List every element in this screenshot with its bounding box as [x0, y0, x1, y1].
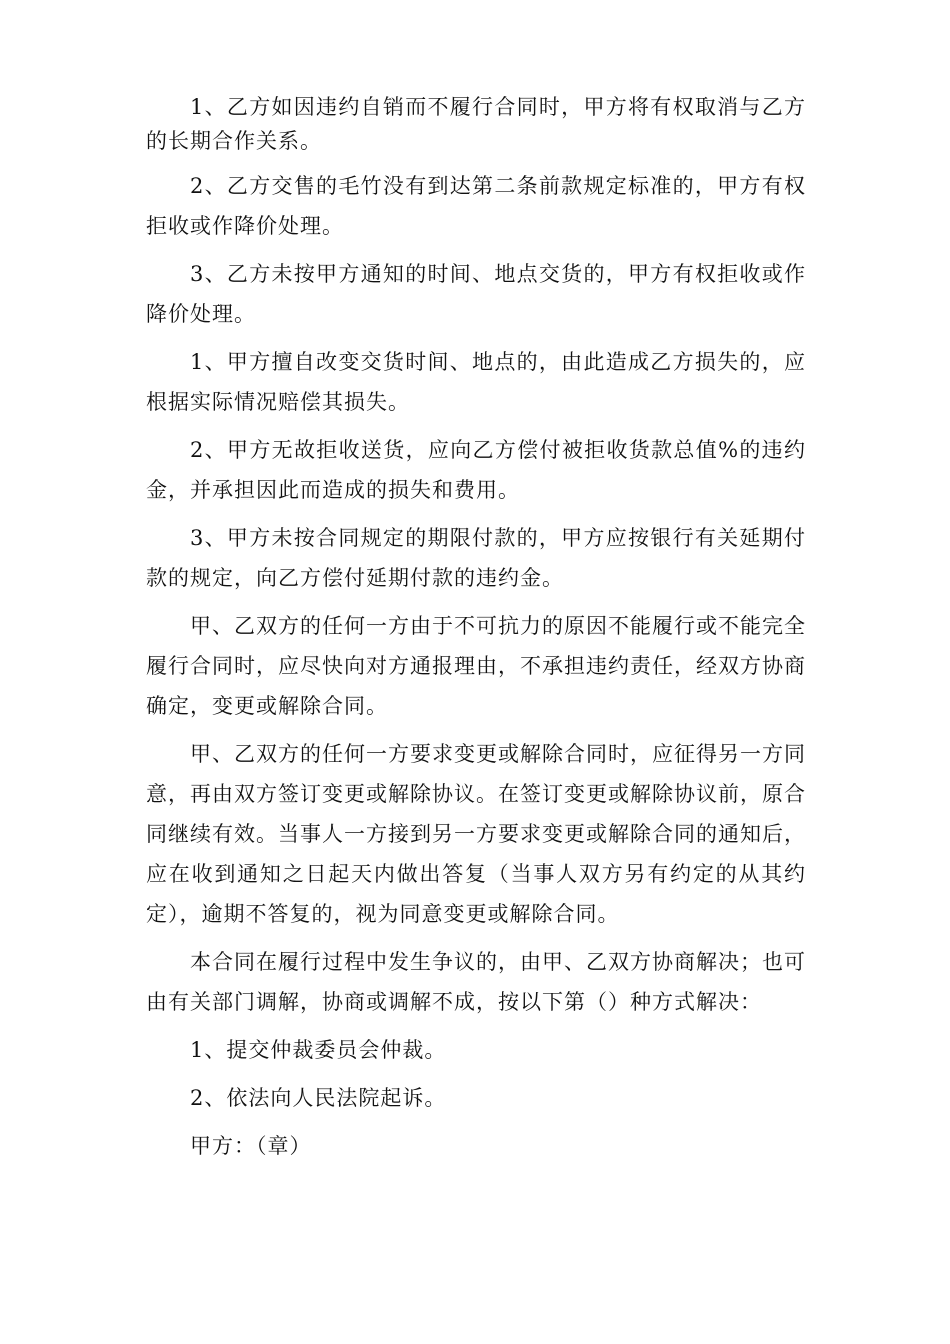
- clause-paragraph: 1、甲方擅自改变交货时间、地点的，由此造成乙方损失的，应根据实际情况赔偿其损失。: [146, 350, 806, 414]
- clause-paragraph: 1、提交仲裁委员会仲裁。: [190, 1038, 447, 1062]
- clause-paragraph: 甲、乙双方的任何一方要求变更或解除合同时，应征得另一方同意，再由双方签订变更或解除协议。在签订变更或解除协议前，原合同继续有效。当事人一方接到另一方要求变更或解除合同的通知后，应在收到通知之日起天内做出答复（当事人双方另有约定的从其约定），逾期不答复的，视为同意变更或解除合同。: [146, 742, 806, 926]
- clause-paragraph: 1、乙方如因违约自销而不履行合同时，甲方将有权取消与乙方的长期合作关系。: [146, 95, 806, 153]
- clause-paragraph: 本合同在履行过程中发生争议的，由甲、乙双方协商解决；也可由有关部门调解，协商或调解不成，按以下第（）种方式解决：: [146, 950, 806, 1014]
- clause-paragraph: 2、甲方无故拒收送货，应向乙方偿付被拒收货款总值%的违约金，并承担因此而造成的损失和费用。: [146, 438, 806, 502]
- clause-paragraph: 3、乙方未按甲方通知的时间、地点交货的，甲方有权拒收或作降价处理。: [146, 262, 806, 326]
- clause-paragraph: 2、乙方交售的毛竹没有到达第二条前款规定标准的，甲方有权拒收或作降价处理。: [146, 174, 806, 238]
- clause-paragraph: 3、甲方未按合同规定的期限付款的，甲方应按银行有关延期付款的规定，向乙方偿付延期付款的违约金。: [146, 526, 806, 590]
- clause-paragraph: 甲、乙双方的任何一方由于不可抗力的原因不能履行或不能完全履行合同时，应尽快向对方通报理由，不承担违约责任，经双方协商确定，变更或解除合同。: [146, 614, 806, 718]
- clause-paragraph: 2、依法向人民法院起诉。: [190, 1086, 447, 1110]
- signature-line: 甲方：（章）: [190, 1134, 312, 1158]
- document-page: [146, 90, 806, 1166]
